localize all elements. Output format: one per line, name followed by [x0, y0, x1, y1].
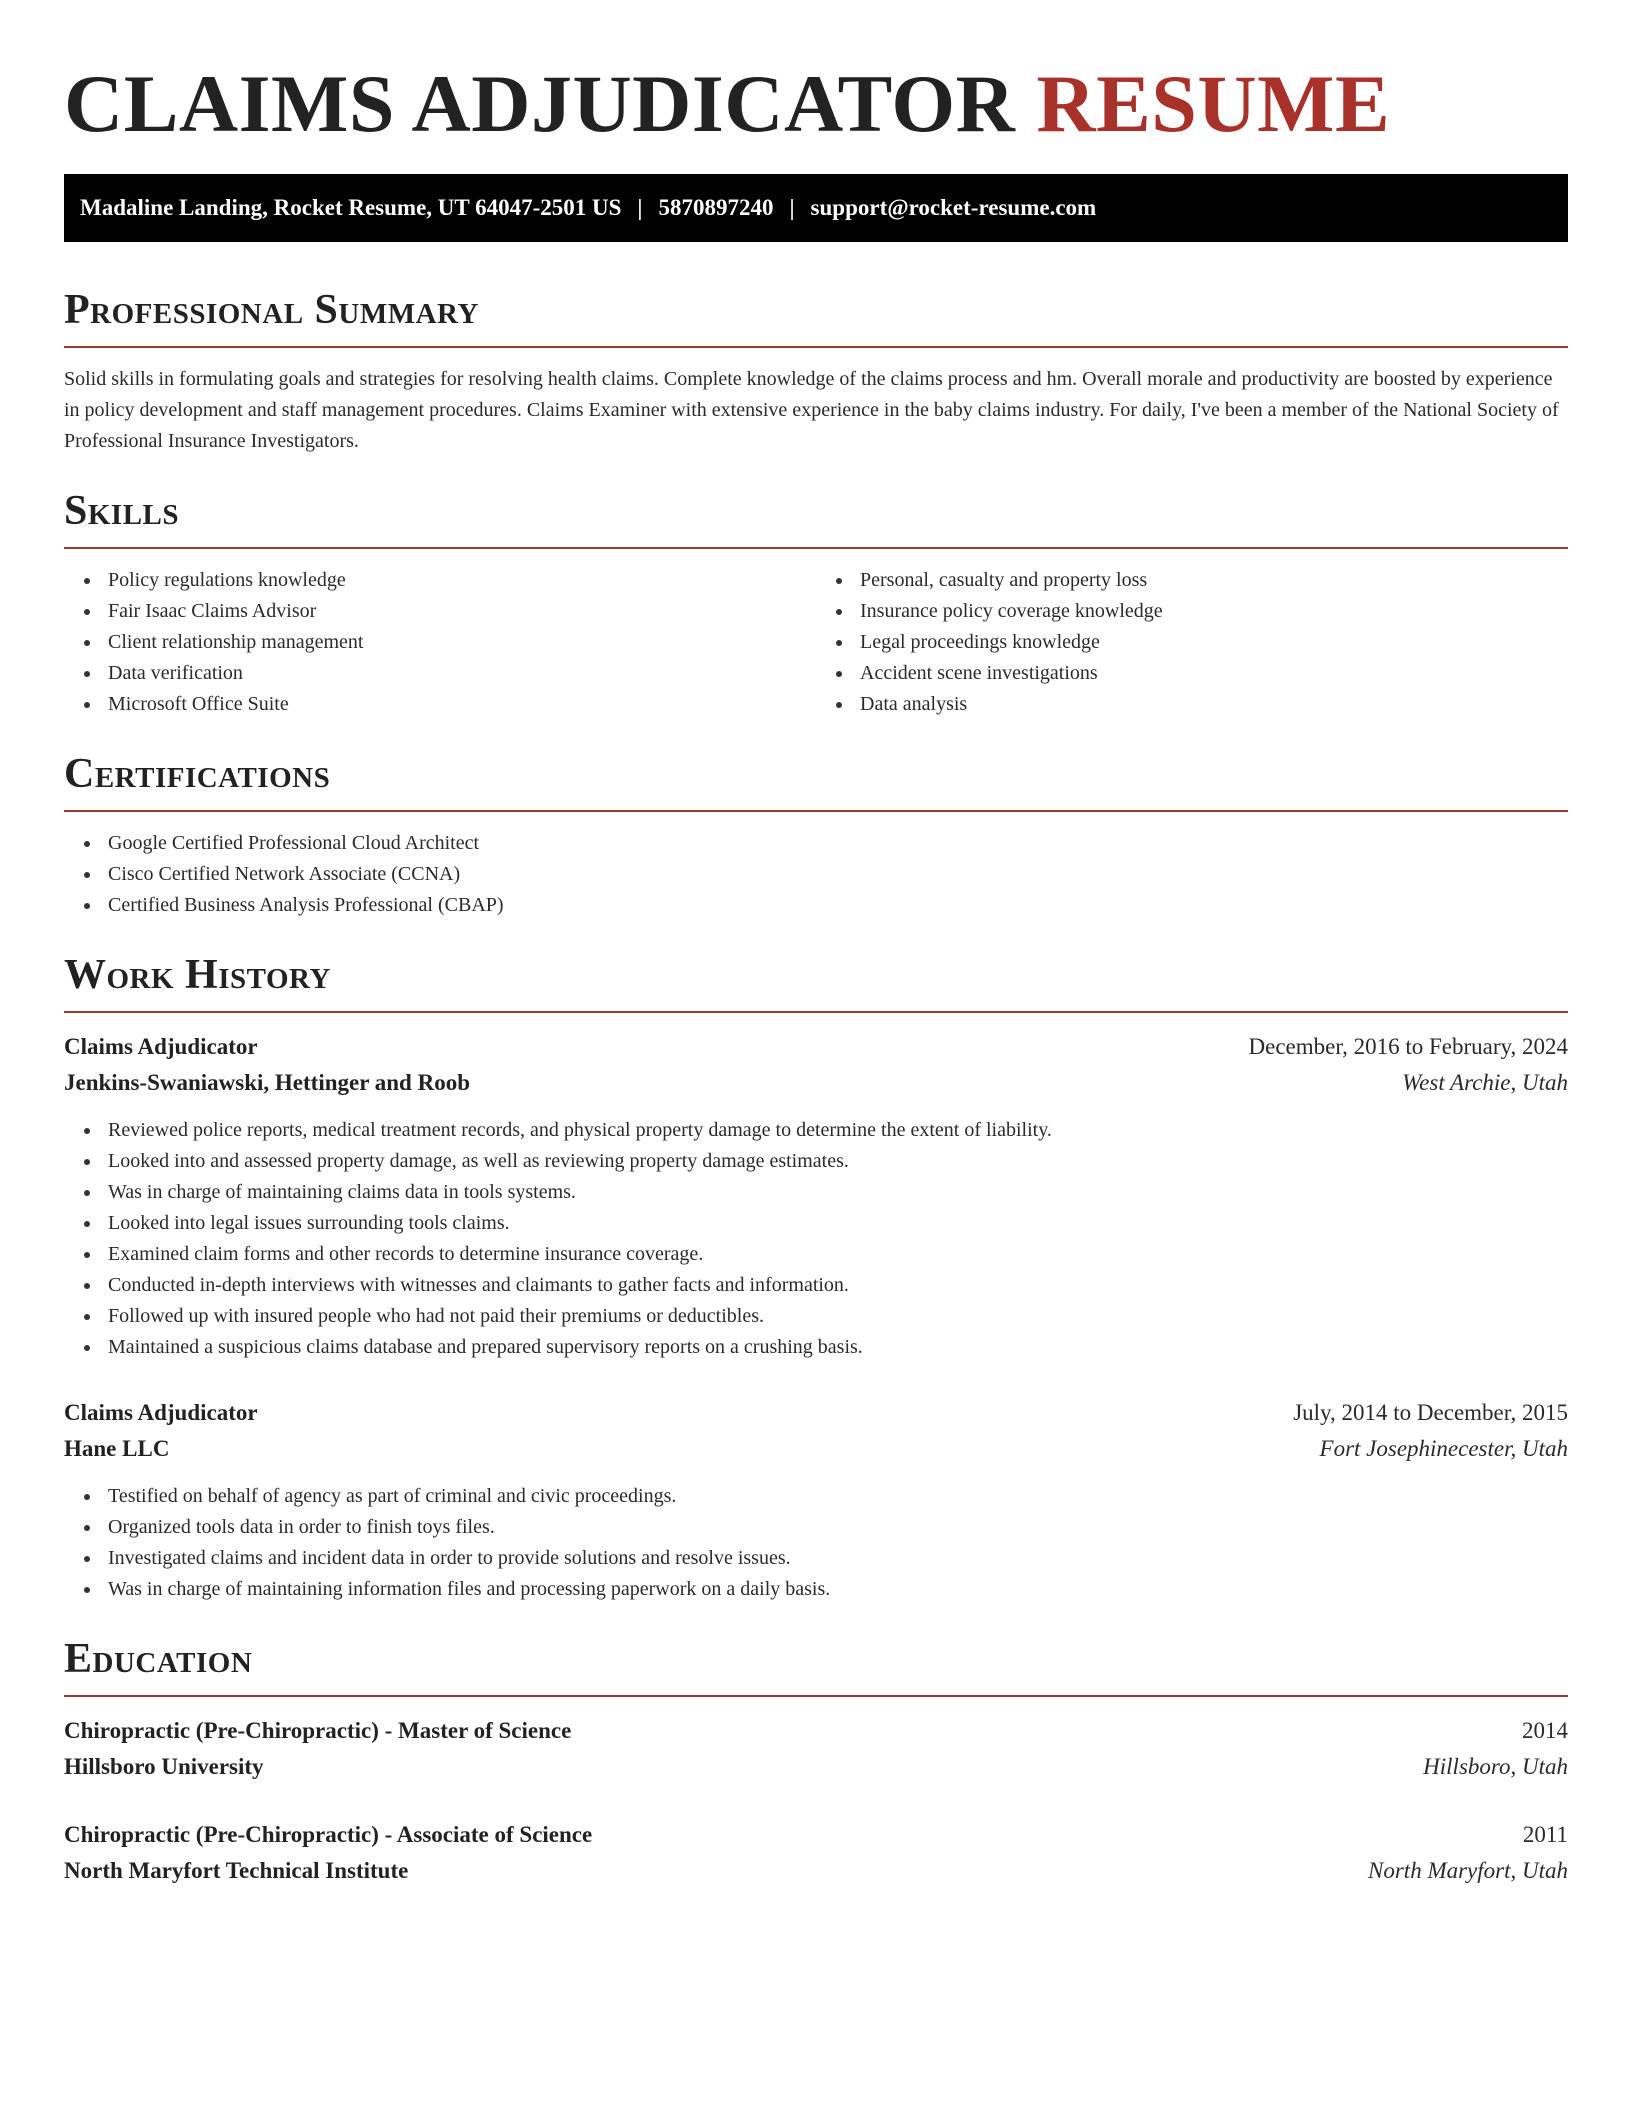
- skill-item: Personal, casualty and property loss: [860, 565, 1568, 596]
- education-entry: [64, 1713, 1568, 1785]
- education-entry: [64, 1817, 1568, 1889]
- skills-list-left: [64, 565, 816, 720]
- education-school-row: [64, 1853, 1568, 1889]
- skill-item: Data verification: [108, 658, 816, 689]
- summary-section: [64, 284, 1568, 457]
- job-location: Fort Josephinecester, Utah: [1319, 1436, 1568, 1461]
- job-title: Claims Adjudicator: [64, 1034, 258, 1059]
- job-duty-item: Looked into legal issues surrounding tools claims.: [108, 1208, 1568, 1239]
- contact-address: Madaline Landing, Rocket Resume, UT 64047-2501 US: [80, 195, 622, 220]
- education-year: 2011: [1522, 1822, 1568, 1847]
- certifications-section: [64, 748, 1568, 921]
- job-duty-item: Examined claim forms and other records to determine insurance coverage.: [108, 1239, 1568, 1270]
- job-company: Hane LLC: [64, 1436, 170, 1461]
- job-duty-item: Was in charge of maintaining information files and processing paperwork on a daily basis.: [108, 1574, 1568, 1605]
- section-heading-summary: Professional Summary: [64, 287, 479, 333]
- skills-grid: [64, 549, 1568, 720]
- skill-item: Legal proceedings knowledge: [860, 627, 1568, 658]
- contact-separator: |: [637, 195, 643, 220]
- title-main: CLAIMS ADJUDICATOR: [64, 58, 1016, 149]
- education-school: North Maryfort Technical Institute: [64, 1858, 409, 1883]
- job-duty-item: Testified on behalf of agency as part of criminal and civic proceedings.: [108, 1481, 1568, 1512]
- education-section: [64, 1633, 1568, 1889]
- education-school-row: [64, 1749, 1568, 1785]
- job-company: Jenkins-Swaniawski, Hettinger and Roob: [64, 1070, 470, 1095]
- education-year: 2014: [1522, 1718, 1568, 1743]
- section-divider: [64, 346, 1568, 348]
- job-dates: July, 2014 to December, 2015: [1293, 1400, 1568, 1425]
- education-degree-row: [64, 1713, 1568, 1749]
- job-duty-item: Reviewed police reports, medical treatment records, and physical property damage to determine the extent of liability.: [108, 1115, 1568, 1146]
- section-heading-education: Education: [64, 1636, 253, 1682]
- education-degree: Chiropractic (Pre-Chiropractic) - Associate of Science: [64, 1822, 593, 1847]
- job-duty-item: Was in charge of maintaining claims data in tools systems.: [108, 1177, 1568, 1208]
- certification-item: Cisco Certified Network Associate (CCNA): [108, 859, 1568, 890]
- skills-list-right: [816, 565, 1568, 720]
- job-header-row: [64, 1029, 1568, 1065]
- section-divider: [64, 1695, 1568, 1697]
- job-header-row: [64, 1395, 1568, 1431]
- skill-item: Insurance policy coverage knowledge: [860, 596, 1568, 627]
- section-divider: [64, 1011, 1568, 1013]
- education-location: North Maryfort, Utah: [1368, 1858, 1568, 1883]
- education-degree: Chiropractic (Pre-Chiropractic) - Master of Science: [64, 1718, 572, 1743]
- job-dates: December, 2016 to February, 2024: [1248, 1034, 1568, 1059]
- certifications-list: [64, 828, 1568, 921]
- job-duty-item: Maintained a suspicious claims database and prepared supervisory reports on a crushing basis.: [108, 1332, 1568, 1363]
- certification-item: Certified Business Analysis Professional (CBAP): [108, 890, 1568, 921]
- contact-phone: 5870897240: [658, 195, 774, 220]
- skill-item: Accident scene investigations: [860, 658, 1568, 689]
- job-duty-item: Followed up with insured people who had not paid their premiums or deductibles.: [108, 1301, 1568, 1332]
- education-degree-row: [64, 1817, 1568, 1853]
- work-history-section: [64, 949, 1568, 1605]
- skill-item: Policy regulations knowledge: [108, 565, 816, 596]
- job-duties-list: [64, 1481, 1568, 1605]
- job-company-row: [64, 1431, 1568, 1467]
- job-company-row: [64, 1065, 1568, 1101]
- job-title: Claims Adjudicator: [64, 1400, 258, 1425]
- section-heading-skills: Skills: [64, 488, 180, 534]
- contact-email: support@rocket-resume.com: [810, 195, 1097, 220]
- job-duty-item: Looked into and assessed property damage, as well as reviewing property damage estimates.: [108, 1146, 1568, 1177]
- section-divider: [64, 810, 1568, 812]
- job-duty-item: Organized tools data in order to finish toys files.: [108, 1512, 1568, 1543]
- education-location: Hillsboro, Utah: [1423, 1754, 1568, 1779]
- education-school: Hillsboro University: [64, 1754, 264, 1779]
- skill-item: Data analysis: [860, 689, 1568, 720]
- title-accent: RESUME: [1036, 58, 1391, 149]
- job-duty-item: Conducted in-depth interviews with witnesses and claimants to gather facts and information.: [108, 1270, 1568, 1301]
- contact-bar: [64, 174, 1568, 242]
- certification-item: Google Certified Professional Cloud Architect: [108, 828, 1568, 859]
- section-heading-certifications: Certifications: [64, 751, 331, 797]
- summary-text: Solid skills in formulating goals and strategies for resolving health claims. Complete knowledge of the claims process and hm. Overall morale and productivity are boosted by experience in policy development and staff management procedures. Claims Examiner with extensive experience in the baby claims industry. For daily, I've been a member of the National Society of Professional Insurance Investigators.: [64, 368, 1559, 452]
- contact-separator: |: [789, 195, 795, 220]
- skill-item: Client relationship management: [108, 627, 816, 658]
- job-location: West Archie, Utah: [1402, 1070, 1568, 1095]
- skill-item: Microsoft Office Suite: [108, 689, 816, 720]
- skills-section: [64, 485, 1568, 720]
- resume-title: [64, 58, 1568, 150]
- job-duty-item: Investigated claims and incident data in order to provide solutions and resolve issues.: [108, 1543, 1568, 1574]
- job-entry: [64, 1395, 1568, 1605]
- section-heading-work-history: Work History: [64, 952, 331, 998]
- skill-item: Fair Isaac Claims Advisor: [108, 596, 816, 627]
- job-entry: [64, 1029, 1568, 1363]
- job-duties-list: [64, 1115, 1568, 1363]
